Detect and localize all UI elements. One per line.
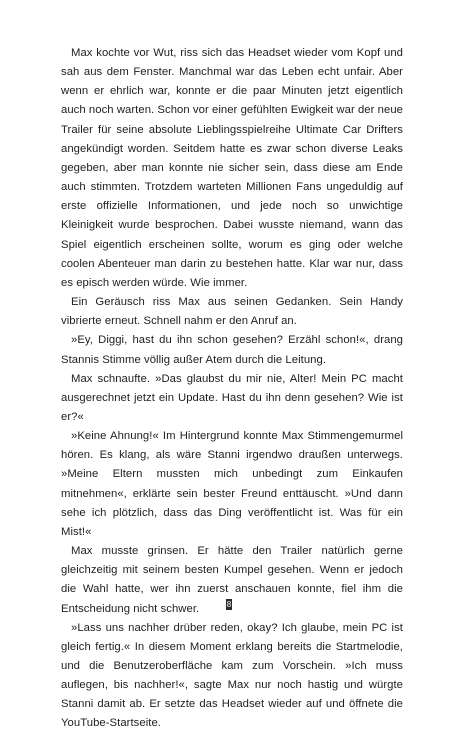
paragraph-1: Max kochte vor Wut, riss sich das Headset wieder vom Kopf und sah aus dem Fenster. Manchmal war das Leben echt unfair. Aber wenn er ehrlich war, konnte er die paar Minuten jetzt eigentlich auch noch warten. Schon vor einer gefühlten Ewigkeit war der neue Trailer für seine absolute Lieblingsspielreihe Ultimate Car Drifters angekündigt worden. Seitdem hatte es zwar schon diverse Leaks gegeben, aber man konnte nie sicher sein, dass diese am Ende auch stimmten. Trotzdem warteten Millionen Fans ungeduldig auf erste offizielle Informationen, und jede noch so unwichtige Kleinigkeit wurde besprochen. Dabei wusste niemand, wann das Spiel eigentlich erscheinen sollte, worum es ging oder welche coolen Abenteuer man darin zu bestehen hatte. Klar war nur, dass es episch werden würde. Wie immer. bbox=[61, 47, 403, 289]
page-number: 8 bbox=[226, 600, 232, 609]
paragraph-5: »Keine Ahnung!« Im Hintergrund konnte Max Stimmengemurmel hören. Es klang, als wäre Stanni irgendwo draußen unterwegs. »Meine Eltern mussten mich unbedingt zum Einkaufen mitnehmen«, erklärte sein bester Freund enttäuscht. »Und dann sehe ich plötzlich, dass das Ding veröffentlicht ist. Was für ein Mist!« bbox=[61, 430, 403, 538]
paragraph-6: Max musste grinsen. Er hätte den Trailer natürlich gerne gleichzeitig mit seinem besten Kumpel gesehen. Wenn er jedoch die Wahl hatte, wer ihn zuerst anschauen konnte, fiel ihm die Entscheidung nicht schwer. bbox=[61, 545, 403, 615]
paragraph-4: Max schnaufte. »Das glaubst du mir nie, Alter! Mein PC macht ausgerechnet jetzt ein Update. Hast du ihn denn gesehen? Wie ist er?« bbox=[61, 372, 403, 423]
paragraph-7: »Lass uns nachher drüber reden, okay? Ich glaube, mein PC ist gleich fertig.« In diesem Moment erklang bereits die Startmelodie, und die Benutzeroberfläche kam zum Vorschein. »Ich muss auflegen, bis nachher!«, sagte Max nur noch hastig und würgte Stanni damit ab. Er setzte das Headset wieder auf und öffnete die YouTube-Startseite. bbox=[61, 621, 403, 730]
paragraph-3: »Ey, Diggi, hast du ihn schon gesehen? Erzähl schon!«, drang Stannis Stimme völlig außer Atem durch die Leitung. bbox=[61, 334, 403, 366]
book-page-body bbox=[61, 44, 403, 734]
paragraph-2: Ein Geräusch riss Max aus seinen Gedanken. Sein Handy vibrierte erneut. Schnell nahm er den Anruf an. bbox=[61, 296, 403, 328]
